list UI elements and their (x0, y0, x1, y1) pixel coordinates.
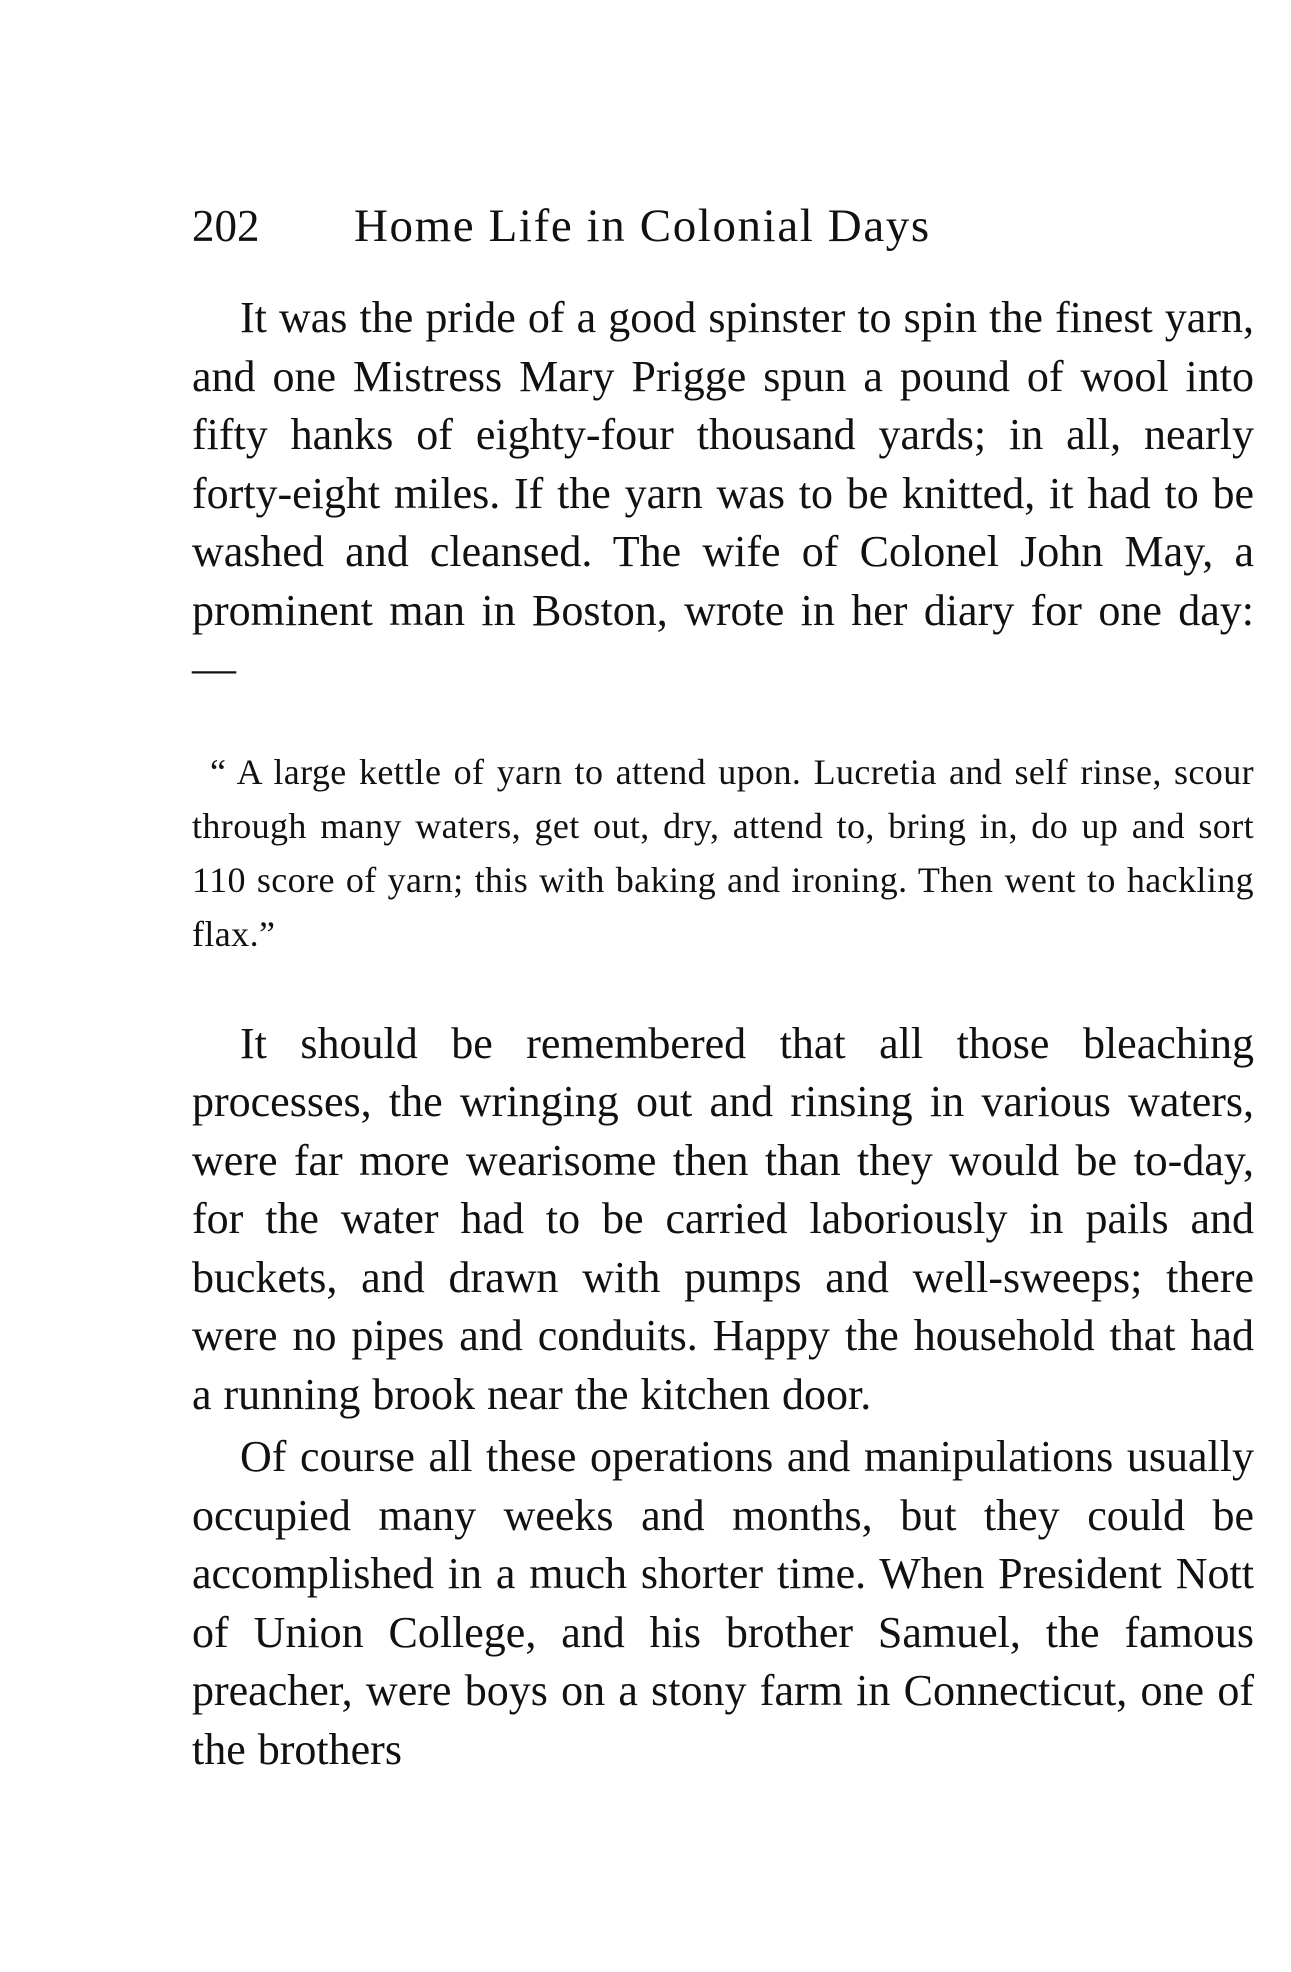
diary-quote: “ A large kettle of yarn to attend upon. Lucretia and self rinse, scour through many waters, get out, dry, attend to, bring in, do up and sort 110 score of yarn; this with baking and ironing. Then went to hackling flax.” (192, 751, 1254, 954)
running-head (192, 196, 1254, 256)
running-title: Home Life in Colonial Days (354, 200, 931, 252)
paragraph: Of course all these operations and manipulations usually occupied many weeks and months, but they could be accomplished in a much shorter time. When President Nott of Union College, and his brother Samuel, the famous preacher, were boys on a stony farm in Connecticut, one of the brothers (192, 1432, 1254, 1774)
paragraph: It was the pride of a good spinster to spin the finest yarn, and one Mistress Mary Prigge spun a pound of wool into fifty hanks of eighty-four thousand yards; in all, nearly forty-eight miles. If the yarn was to be knitted, it had to be washed and cleansed. The wife of Colonel John May, a prominent man in Boston, wrote in her diary for one day: — (192, 293, 1254, 693)
book-page (192, 196, 1254, 1779)
paragraph: It should be remembered that all those bleaching processes, the wringing out and rinsing in various waters, were far more wearisome then than they would be to-day, for the water had to be carried laboriously in pails and buckets, and drawn with pumps and well-sweeps; there were no pipes and conduits. Happy the household that had a running brook near the kitchen door. (192, 1018, 1254, 1419)
page-number: 202 (192, 201, 260, 251)
